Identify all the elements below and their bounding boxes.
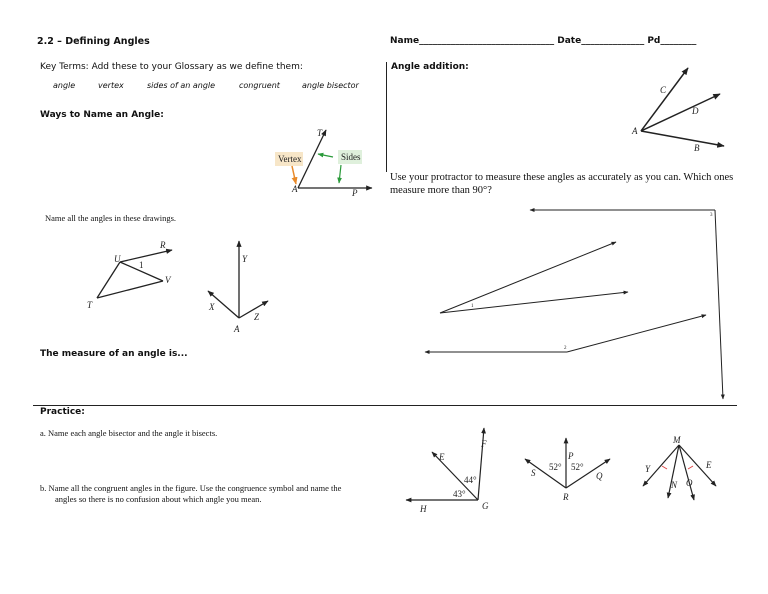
congruence-tick-left	[662, 466, 667, 469]
name-all-instructions: Name all the angles in these drawings.	[45, 213, 177, 223]
drawing-1-figure	[87, 240, 172, 310]
point-a-label: A	[632, 126, 638, 136]
vertex-label: Vertex	[278, 154, 302, 164]
protractor-instructions: Use your protractor to measure these angles as accurately as you can. Which ones measure more than 90°?	[390, 172, 734, 196]
angle-43-label: 43°	[453, 489, 466, 499]
practice-heading: Practice:	[40, 407, 85, 417]
angle-3-label: 3	[710, 213, 713, 218]
vertex-sides-figure	[275, 128, 372, 198]
point-n-label: N	[671, 480, 678, 490]
practice-figure-2	[525, 438, 610, 502]
page-title: 2.2 – Defining Angles	[37, 36, 150, 47]
point-e-label: E	[706, 460, 712, 470]
ray-ur	[120, 250, 172, 262]
angle-44-label: 44°	[464, 475, 477, 485]
angle-52-left-label: 52°	[549, 462, 562, 472]
ways-heading: Ways to Name an Angle:	[40, 110, 164, 120]
ray-ac	[641, 68, 688, 131]
point-m-label: M	[673, 435, 681, 445]
sides-arrow-1	[318, 154, 333, 157]
sides-arrow-2	[339, 165, 341, 183]
practice-figure-3	[643, 435, 716, 500]
point-o-label: O	[686, 478, 693, 488]
point-a-label: A	[234, 324, 240, 334]
point-t-label: T	[87, 300, 93, 310]
point-s-label: S	[531, 468, 536, 478]
point-v-label: V	[165, 275, 171, 285]
point-r-label: R	[563, 492, 569, 502]
drawing-2-figure	[208, 241, 268, 334]
name-line: ______________________________	[419, 36, 555, 46]
point-d-label: D	[692, 106, 699, 116]
point-c-label: C	[660, 85, 667, 95]
measure-text: The measure of an angle is...	[40, 349, 188, 359]
angle-1-ray-b	[440, 292, 628, 313]
angle-52-right-label: 52°	[571, 462, 584, 472]
point-u-label: U	[114, 254, 121, 264]
point-y-label: Y	[645, 464, 651, 474]
term-angle: angle	[53, 81, 76, 90]
point-y-label: Y	[242, 254, 248, 264]
angle-addition-figure	[631, 68, 724, 153]
term-vertex: vertex	[98, 81, 124, 90]
date-label: Date	[557, 36, 582, 46]
point-t-label: T	[317, 128, 323, 138]
date-line: ______________	[581, 36, 645, 46]
angle-2-ray-b	[567, 315, 706, 352]
angle-1-marker: 1	[139, 260, 144, 270]
point-x-label: X	[209, 302, 215, 312]
pd-line: ________	[660, 36, 697, 46]
ray-ab	[641, 131, 724, 146]
point-h-label: H	[420, 504, 427, 514]
angle-1-label: 1	[471, 304, 474, 309]
practice-figure-1	[406, 428, 489, 514]
point-g-label: G	[482, 501, 489, 511]
key-terms-heading: Key Terms: Add these to your Glossary as we define them:	[40, 62, 303, 72]
angle-3-ray-b	[715, 210, 723, 399]
point-a-label: A	[292, 184, 298, 194]
protractor-figure	[425, 210, 723, 399]
point-r-label: R	[160, 240, 166, 250]
point-b-label: B	[694, 143, 700, 153]
practice-item-b-line2: angles so there is no confusion about which angle you mean.	[55, 494, 262, 504]
point-p-label: P	[568, 451, 574, 461]
point-p-label: P	[352, 188, 358, 198]
practice-item-b-line1: b. Name all the congruent angles in the figure. Use the congruence symbol and name the	[40, 483, 342, 493]
vertex-arrow	[292, 166, 296, 184]
name-label: Name	[390, 36, 420, 46]
point-z-label: Z	[254, 312, 260, 322]
practice-item-a: a. Name each angle bisector and the angle it bisects.	[40, 428, 218, 438]
term-congruent: congruent	[239, 81, 280, 90]
ray-mn	[668, 445, 679, 498]
congruence-tick-right	[688, 466, 693, 469]
term-sides: sides of an angle	[147, 81, 216, 90]
point-e-label: E	[439, 452, 445, 462]
point-q-label: Q	[596, 471, 603, 481]
sides-label: Sides	[341, 152, 361, 162]
ray-ad	[641, 94, 720, 131]
term-angle-bisector: angle bisector	[302, 81, 359, 90]
angle-addition-heading: Angle addition:	[391, 62, 469, 72]
pd-label: Pd	[647, 36, 661, 46]
angle-1-ray-a	[440, 242, 616, 313]
point-f-label: F	[481, 439, 487, 449]
angle-2-label: 2	[564, 346, 567, 351]
